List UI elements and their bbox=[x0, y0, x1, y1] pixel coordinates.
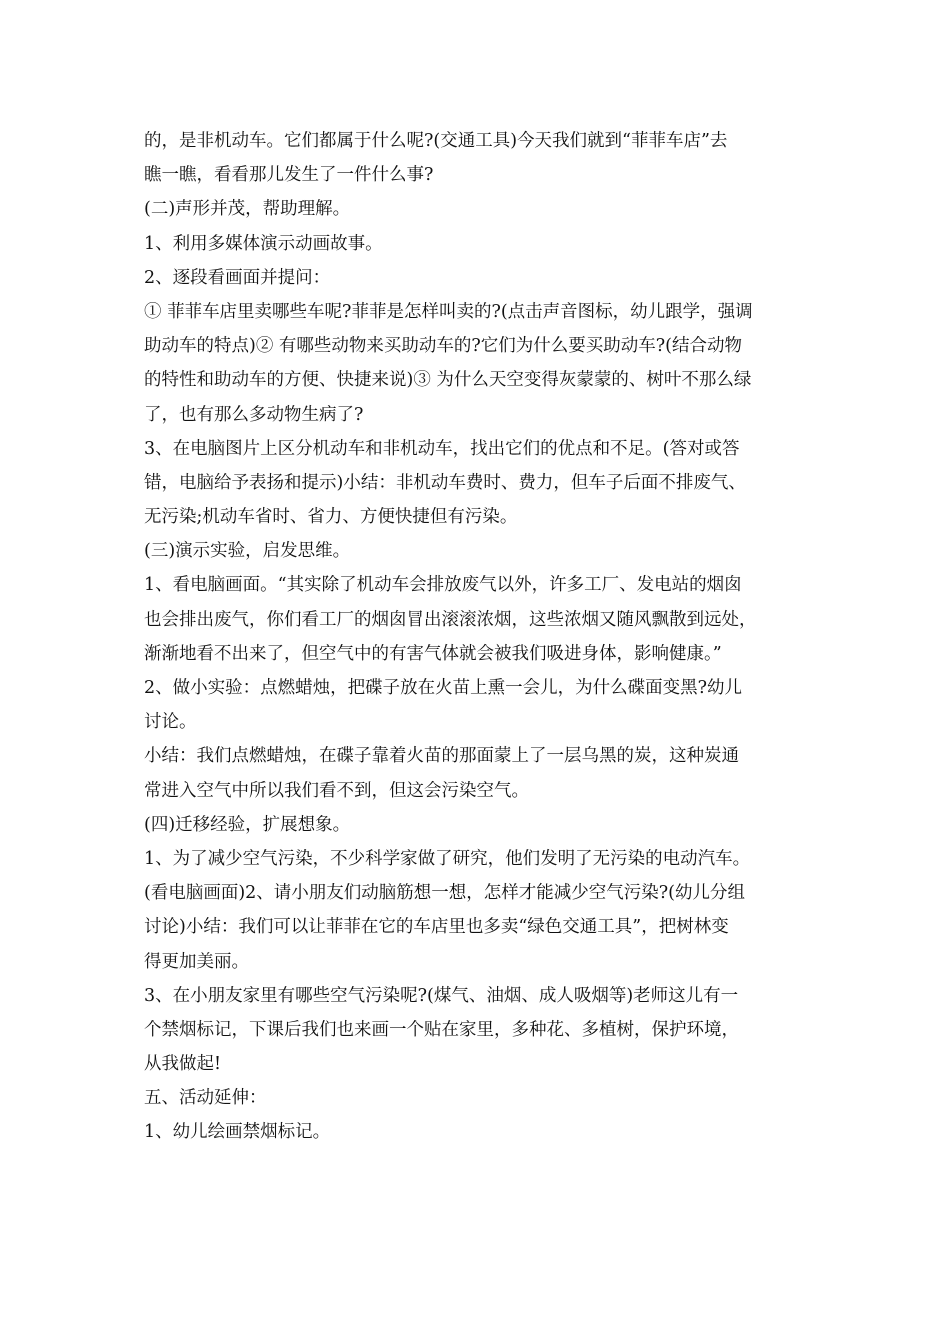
text-line: 了，也有那么多动物生病了? bbox=[144, 404, 364, 425]
text-line: 2、做小实验：点燃蜡烛，把碟子放在火苗上熏一会儿，为什么碟面变黑?幼儿 bbox=[144, 678, 743, 698]
text-line: 渐渐地看不出来了，但空气中的有害气体就会被我们吸进身体，影响健康。” bbox=[144, 643, 722, 664]
section-heading: 五、活动延伸： bbox=[144, 1088, 267, 1109]
text-line: 1、看电脑画面。“其实除了机动车会排放废气以外，许多工厂、发电站的烟囱 bbox=[144, 575, 742, 596]
document-body bbox=[144, 124, 824, 1150]
text-line: 无污染;机动车省时、省力、方便快捷但有污染。 bbox=[144, 507, 518, 528]
text-line: ① 菲菲车店里卖哪些车呢?菲菲是怎样叫卖的?(点击声音图标，幼儿跟学，强调 bbox=[144, 301, 753, 322]
section-heading: (二)声形并茂，帮助理解。 bbox=[144, 199, 351, 220]
text-line: 得更加美丽。 bbox=[144, 951, 249, 972]
text-line: 也会排出废气，你们看工厂的烟囱冒出滚滚浓烟，这些浓烟又随风飘散到远处， bbox=[144, 609, 757, 630]
text-line: 1、幼儿绘画禁烟标记。 bbox=[144, 1122, 331, 1143]
text-line: 助动车的特点)② 有哪些动物来买助动车的?它们为什么要买助动车?(结合动物 bbox=[144, 336, 742, 357]
text-line: 2、逐段看画面并提问： bbox=[144, 267, 331, 288]
text-line: 的，是非机动车。它们都属于什么呢?(交通工具)今天我们就到“菲菲车店”去 bbox=[144, 131, 728, 151]
text-line: 3、在电脑图片上区分机动车和非机动车，找出它们的优点和不足。(答对或答 bbox=[144, 438, 740, 459]
text-line: 常进入空气中所以我们看不到，但这会污染空气。 bbox=[144, 780, 529, 801]
text-line: 的特性和助动车的方便、快捷来说)③ 为什么天空变得灰蒙蒙的、树叶不那么绿 bbox=[144, 370, 752, 391]
text-line: 错，电脑给予表扬和提示)小结：非机动车费时、费力，但车子后面不排废气、 bbox=[144, 472, 746, 493]
text-line: 讨论)小结：我们可以让菲菲在它的车店里也多卖“绿色交通工具”，把树林变 bbox=[144, 917, 729, 938]
text-line: 瞧一瞧，看看那儿发生了一件什么事? bbox=[144, 165, 434, 186]
text-line: 1、为了减少空气污染，不少科学家做了研究，他们发明了无污染的电动汽车。 bbox=[144, 848, 751, 869]
section-heading: (四)迁移经验，扩展想象。 bbox=[144, 814, 351, 835]
text-line: (看电脑画面)2、请小朋友们动脑筋想一想，怎样才能减少空气污染?(幼儿分组 bbox=[144, 883, 745, 904]
text-line: 从我做起! bbox=[144, 1054, 222, 1075]
text-line: 讨论。 bbox=[144, 712, 197, 733]
text-line: 3、在小朋友家里有哪些空气污染呢?(煤气、油烟、成人吸烟等)老师这儿有一 bbox=[144, 985, 739, 1006]
section-heading: (三)演示实验，启发思维。 bbox=[144, 541, 351, 562]
text-line: 个禁烟标记，下课后我们也来画一个贴在家里，多种花、多植树，保护环境， bbox=[144, 1019, 739, 1040]
text-line: 1、利用多媒体演示动画故事。 bbox=[144, 233, 383, 254]
text-line: 小结：我们点燃蜡烛，在碟子靠着火苗的那面蒙上了一层乌黑的炭，这种炭通 bbox=[144, 746, 739, 767]
